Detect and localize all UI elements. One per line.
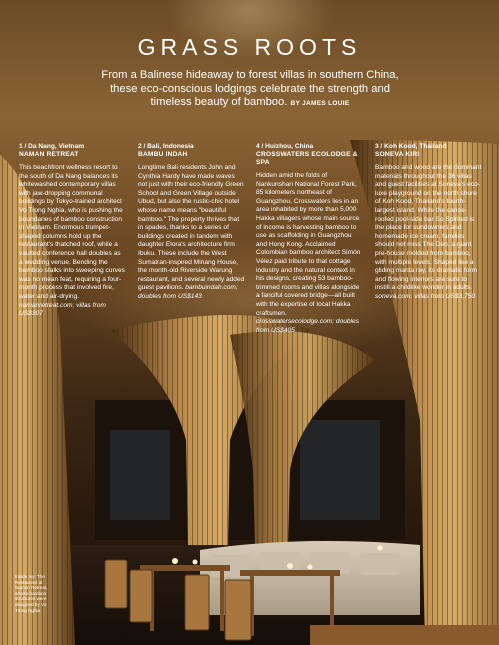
entry-number: 3 / Koh Kood, Thailand: [375, 143, 447, 150]
entry-body: [19, 164, 126, 319]
entry-name: CROSSWATERS ECOLODGE & SPA: [256, 151, 358, 166]
entry-body-text: Hidden amid the folds of Nankunshan National Forest Park, 85 kilometers northeast of Guangzhou, Crosswaters lies in an area inhabited by more than 5,000 Hakka villagers whose main source of income is harvesting bamboo to use as scaffolding in Guangzhou and Hong Kong. Acclaimed Colombian bamboo architect Simón Vélez paid tribute to that cottage industry and the natural context in his designs, creating 53 bamboo-trimmed rooms and villas alongside a fanciful covered bridge—all built with the expertise of local Hakka craftsmen.: [256, 172, 361, 317]
entry-website[interactable]: soneva.com; villas from: [375, 292, 444, 300]
entry-price: doubles from US$405: [256, 318, 360, 334]
entry-crosswaters: [256, 143, 363, 335]
entry-body: [256, 172, 363, 335]
entry-body: [375, 164, 482, 302]
entry-price: from US$143: [162, 292, 202, 300]
photo-caption: Inside Ivy: The Restaurant at Naman Retreat, whose bamboo structures were designed by Vo Trong Nghia.: [15, 574, 48, 613]
entry-number: 1 / Da Nang, Vietnam: [19, 143, 85, 150]
entry-number: 2 / Bali, Indonesia: [138, 143, 194, 150]
entry-price: from US$307: [19, 301, 106, 318]
entry-number: 4 / Huizhou, China: [256, 143, 314, 150]
byline: BY JAMES LOUIE: [290, 100, 350, 107]
entry-website[interactable]: crosswatersecolodge.com;: [256, 318, 335, 326]
entry-name: BAMBU INDAH: [138, 151, 188, 158]
dek-text: From a Balinese hideaway to forest villas in southern China, these eco-conscious lodgings celebrate the strength and timeless beauty of bamboo.: [101, 69, 399, 108]
entry-name: SONEVA KIRI: [375, 151, 420, 158]
entry-soneva-kiri: [375, 143, 482, 302]
entry-website[interactable]: namanretreat.com; villas: [19, 301, 91, 309]
article-title: GRASS ROOTS: [137, 34, 362, 60]
entry-price: US$3,750: [445, 292, 476, 300]
entry-bambu-indah: [138, 143, 245, 302]
entry-body-text: This beachfront wellness resort to the south of Da Nang balances its whitewashed contemporary villas with jaw-dropping communal buildings by Tokyo-trained architect Vo Trong Nghia, who is pushing the boundaries of bamboo construction in Vietnam. Enormous trumpet-shaped columns hold up the restaurant's thatched roof, while a vaulted conference hall doubles as a wedding venue. Bending the bamboo stalks into sweeping curves was no mean feat, requiring a four-month process that involved fire, water and air-drying.: [19, 164, 125, 300]
entry-body-text: Bamboo and wood are the dominant materials throughout the 36 villas and guest facilities at Soneva's eco-luxe playground on the north shore of Koh Kood, Thailand's fourth-largest island. While the canoe-roofed pool-side bar So Spirited is the place for sundowners and homemade ice cream, families should not miss The Den, a giant pre-house molded from bamboo, with multiple levels. Shaped like a gliding manta ray, its dramatic form and flowing interiors are sure to instill a childlike wonder in adults.: [375, 164, 482, 292]
entry-body-text: Longtime Bali residents John and Cynthia Hardy have made waves not just with their eco-friendly Green School and Green Village outside Ubud, but also the rustic-chic hotel whose name means "beautiful bamboo." The property thrives that in spades, thanks to a series of buildings created in tandem with daughter Elora's architecture firm Ibuku. These include the West Sumatran-inspired Minang House, the month-old Riverside Warung restaurant, and several newly added guest pavilions.: [138, 164, 245, 292]
article-dek: [95, 69, 405, 111]
entry-naman-retreat: [19, 143, 126, 319]
entry-website[interactable]: bambuindah.com; doubles: [138, 284, 238, 300]
entry-name: NAMAN RETREAT: [19, 151, 79, 158]
entry-body: [138, 164, 245, 302]
